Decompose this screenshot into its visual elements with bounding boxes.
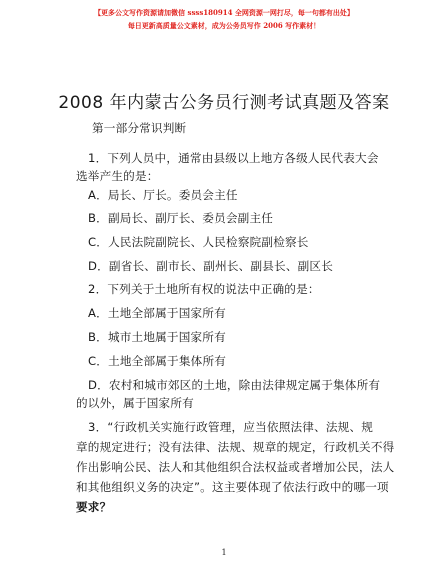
q2-option-a: A．土地全部属于国家所有 <box>88 306 226 320</box>
q2-stem: 2．下列关于土地所有权的说法中正确的是： <box>88 282 320 296</box>
q1-option-c: C．人民法院副院长、人民检察院副检察长 <box>88 235 309 249</box>
q3-stem-line-4: 和其他组织义务的决定”。这主要体现了依法行政中的哪一项 <box>76 480 389 494</box>
q2-option-d: D．农村和城市郊区的土地，除由法律规定属于集体所有 <box>88 378 381 392</box>
q1-option-b: B．副局长、副厅长、委员会副主任 <box>88 211 274 225</box>
q2-option-c: C．土地全部属于集体所有 <box>88 354 227 368</box>
q1-option-a: A．局长、厅长。委员会主任 <box>88 188 238 202</box>
q3-stem-line-2: 章的规定进行；没有法律、法规、规章的规定，行政机关不得 <box>76 440 395 454</box>
q1-stem-line-2: 选举产生的是： <box>76 169 159 183</box>
promo-banner-line-1: 【更多公文写作资源请加微信 ssss180914 全网资源一网打尽，每一句都有出处】 <box>94 8 354 17</box>
q1-option-d: D．副省长、副市长、副州长、副县长、副区长 <box>88 259 334 273</box>
q3-stem-line-3: 作出影响公民、法人和其他组织合法权益或者增加公民，法人 <box>76 460 395 474</box>
q3-stem-line-5: 要求？ <box>76 500 112 514</box>
document-title: 2008 年内蒙古公务员行测考试真题及答案 <box>58 93 390 113</box>
section-heading: 第一部分常识判断 <box>92 121 187 135</box>
q3-stem-line-1: 3．“行政机关实施行政管理，应当依照法律、法规、规 <box>88 420 374 434</box>
q2-option-b: B．城市土地属于国家所有 <box>88 330 226 344</box>
promo-banner-line-2: 每日更新高质量公文素材，成为公务员写作 2006 写作素材！ <box>127 21 321 30</box>
page-number: 1 <box>221 548 227 557</box>
q1-stem-line-1: 1．下列人员中，通常由县级以上地方各级人民代表大会 <box>88 151 379 165</box>
q2-option-d-continued: 的以外，属于国家所有 <box>76 396 194 410</box>
